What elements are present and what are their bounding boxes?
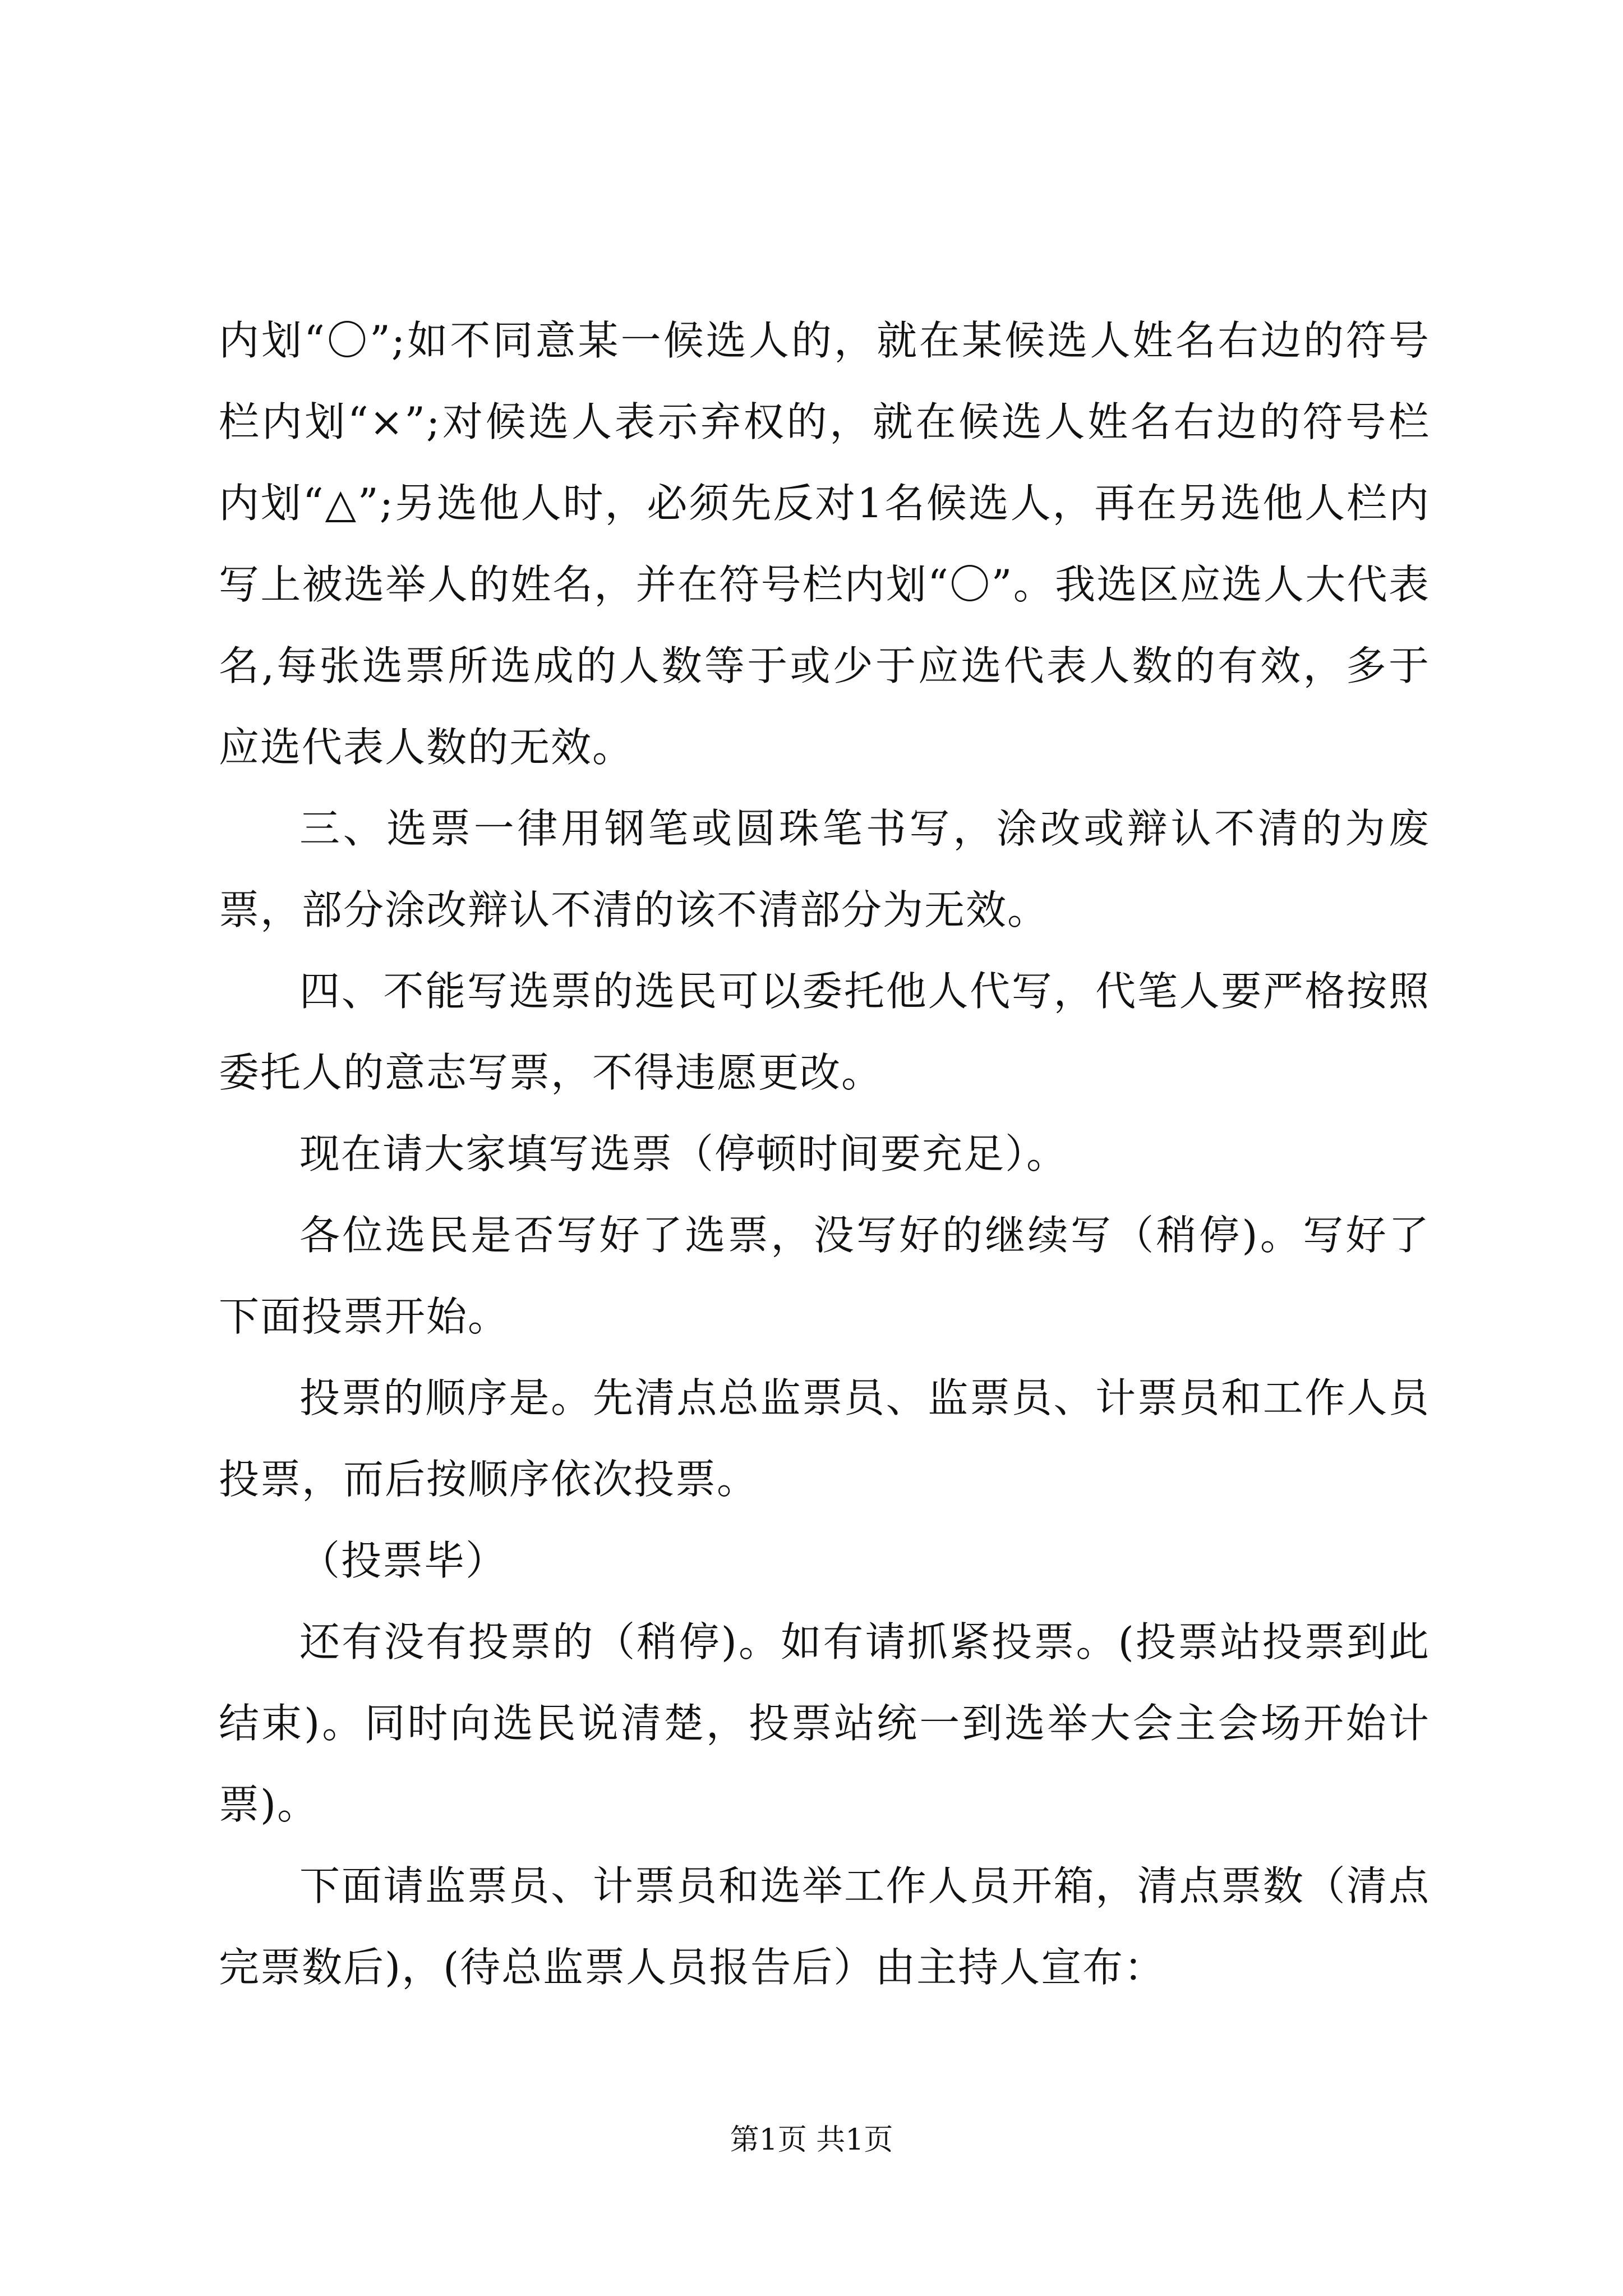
page-footer: 第1页 共1页 [730,2123,893,2157]
paragraph-voting-order: 投票的顺序是。先清点总监票员、监票员、计票员和工作人员投票，而后按顺序依次投票。 [219,1374,1430,1503]
paragraph-continued: 内划“〇”;如不同意某一候选人的，就在某候选人姓名右边的符号栏内划“×”;对候选人表示弃权的，就在候选人姓名右边的符号栏内划“△”;另选他人时，必须先反对1名候选人，再在另选他人栏内写上被选举人的姓名，并在符号栏内划“〇”。我选区应选人大代表名,每张选票所选成的人数等于或少于应选代表人数的有效，多于应选代表人数的无效。 [219,317,1430,771]
paragraph-voting-done: （投票毕） [299,1537,508,1584]
paragraph-fill-ballot: 现在请大家填写选票（停顿时间要充足）。 [299,1130,1068,1177]
paragraph-voting-start: 各位选民是否写好了选票，没写好的继续写（稍停)。写好了下面投票开始。 [219,1212,1430,1340]
paragraph-counting: 下面请监票员、计票员和选举工作人员开箱，清点票数（清点完票数后)，(待总监票人员报告后）由主持人宣布： [219,1862,1430,1991]
paragraph-voting-end: 还有没有投票的（稍停)。如有请抓紧投票。(投票站投票到此结束)。同时向选民说清楚，投票站统一到选举大会主会场开始计票)。 [219,1618,1430,1828]
paragraph-item-3: 三、选票一律用钢笔或圆珠笔书写，涂改或辩认不清的为废票，部分涂改辩认不清的该不清部分为无效。 [219,805,1430,933]
document-body [219,300,1430,2008]
paragraph-item-4: 四、不能写选票的选民可以委托他人代写，代笔人要严格按照委托人的意志写票，不得违愿更改。 [219,968,1430,1096]
